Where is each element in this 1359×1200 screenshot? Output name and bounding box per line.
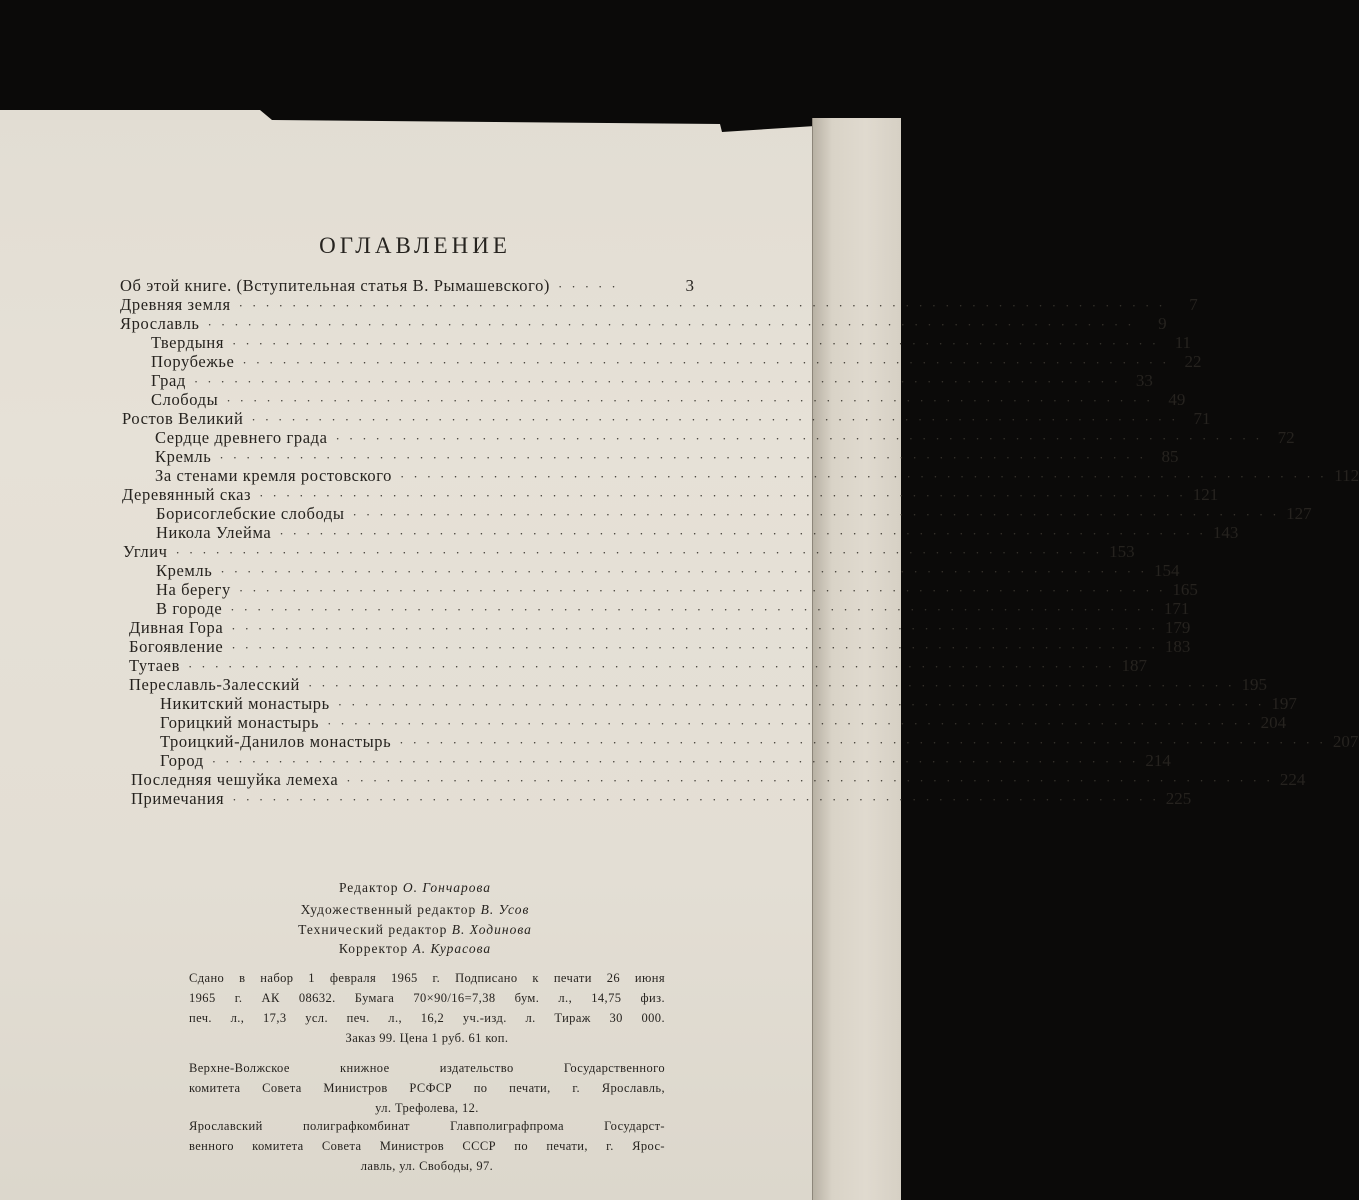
toc-leader-dots: ······································································ bbox=[211, 754, 1145, 769]
toc-entry-title: Горицкий монастырь bbox=[160, 713, 320, 732]
printer-line: лавль, ул. Свободы, 97. bbox=[360, 1159, 494, 1173]
toc-entry-title: Ярославль bbox=[120, 314, 200, 333]
toc-entry-title: За стенами кремля ростовского bbox=[155, 466, 393, 485]
print-info-line: Сдано в набор 1 февраля 1965 г. Подписано к печати 26 июня bbox=[189, 971, 665, 985]
toc-entry-page: 112 bbox=[1334, 466, 1359, 485]
toc-entry-page: 85 bbox=[1161, 447, 1179, 466]
toc-entry-page: 9 bbox=[1158, 314, 1167, 333]
toc-entry-title: Град bbox=[151, 371, 186, 390]
toc-leader-dots: ······································································ bbox=[327, 716, 1261, 731]
toc-entry-page: 183 bbox=[1164, 637, 1191, 656]
toc-leader-dots: ······································································ bbox=[337, 697, 1271, 712]
toc-entry bbox=[160, 694, 1297, 713]
toc-leader-dots: ····· bbox=[558, 279, 625, 294]
toc-entry bbox=[160, 751, 1171, 770]
toc-entry-page: 187 bbox=[1121, 656, 1148, 675]
toc-entry-title: На берегу bbox=[156, 580, 231, 599]
toc-leader-dots: ······································································ bbox=[259, 488, 1193, 503]
toc-entry-page: 165 bbox=[1172, 580, 1198, 599]
toc-leader-dots: ······································································ bbox=[232, 336, 1166, 351]
toc-leader-dots: ······································································ bbox=[251, 412, 1185, 427]
toc-entry bbox=[120, 314, 1167, 333]
toc-entry-page: 179 bbox=[1164, 618, 1191, 637]
toc-entry-title: Деревянный сказ bbox=[122, 485, 252, 504]
toc-entry-page: 195 bbox=[1241, 675, 1268, 694]
toc-entry bbox=[151, 371, 1153, 390]
toc-leader-dots: ······································································ bbox=[231, 621, 1165, 636]
toc-leader-dots: ······································································ bbox=[242, 355, 1176, 370]
toc-leader-dots: ······································································ bbox=[279, 526, 1213, 541]
toc-entry-title: Твердыня bbox=[151, 333, 225, 352]
printer-line: Ярославский полиграфкомбинат Главполиграфпрома Государст- bbox=[189, 1119, 665, 1133]
toc-entry bbox=[123, 542, 1135, 561]
toc-entry-title: Порубежье bbox=[151, 352, 235, 371]
toc-heading: ОГЛАВЛЕНИЕ bbox=[319, 233, 511, 258]
toc-leader-dots: ······································································ bbox=[187, 659, 1122, 674]
toc-leader-dots: ······································································ bbox=[399, 735, 1333, 750]
toc-entry-page: 7 bbox=[1189, 295, 1198, 314]
print-info-line: Заказ 99. Цена 1 руб. 61 коп. bbox=[345, 1031, 509, 1045]
toc-leader-dots: ······································································ bbox=[193, 374, 1127, 389]
toc-entry-page: 153 bbox=[1109, 542, 1135, 561]
toc-entry bbox=[131, 789, 1192, 808]
printer-info bbox=[189, 1116, 665, 1176]
toc-leader-dots: ······································································ bbox=[220, 564, 1154, 579]
toc-leader-dots: ······································································ bbox=[238, 583, 1172, 598]
toc-entry bbox=[120, 276, 694, 295]
toc-entry-page: 33 bbox=[1135, 371, 1153, 390]
proofreader-role: Корректор bbox=[338, 941, 409, 956]
toc-entry-page: 71 bbox=[1193, 409, 1211, 428]
toc-entry-title: Примечания bbox=[131, 789, 225, 808]
toc-entry bbox=[156, 561, 1180, 580]
toc-entry-title: Древняя земля bbox=[120, 295, 231, 314]
toc-entry-page: 154 bbox=[1153, 561, 1180, 580]
tech-editor-name: В. Ходинова bbox=[451, 922, 532, 937]
publisher-line: Верхне-Волжское книжное издательство Государственного bbox=[189, 1061, 665, 1075]
toc-leader-dots: ······································································ bbox=[219, 450, 1153, 465]
toc-entry-page: 72 bbox=[1277, 428, 1295, 447]
toc-entry-title: Переславль-Залесский bbox=[129, 675, 300, 694]
toc-entry-title: Тутаев bbox=[129, 656, 180, 675]
toc-leader-dots: ······································································ bbox=[175, 545, 1109, 560]
toc-entry bbox=[129, 618, 1191, 637]
toc-leader-dots: ······································································ bbox=[346, 773, 1280, 788]
toc-entry bbox=[160, 732, 1359, 751]
toc-leader-dots: ······································································ bbox=[307, 678, 1242, 693]
toc-entry-page: 11 bbox=[1174, 333, 1192, 352]
toc-entry-page: 127 bbox=[1286, 504, 1312, 523]
toc-entry-page: 207 bbox=[1332, 732, 1359, 751]
printer-line: венного комитета Совета Министров СССР по печати, г. Ярос- bbox=[189, 1139, 665, 1153]
toc-entry-title: Сердце древнего града bbox=[155, 428, 328, 447]
toc-entry-page: 49 bbox=[1168, 390, 1186, 409]
toc-entry bbox=[155, 428, 1295, 447]
proofreader-name: А. Курасова bbox=[412, 941, 492, 956]
toc-leader-dots: ······································································ bbox=[400, 469, 1334, 484]
toc-entry bbox=[151, 352, 1202, 371]
toc-entry bbox=[155, 466, 1359, 485]
toc-entry-title: Кремль bbox=[155, 447, 212, 466]
toc-entry bbox=[156, 580, 1198, 599]
publisher-line: ул. Трефолева, 12. bbox=[375, 1101, 479, 1115]
toc-entry-page: 171 bbox=[1163, 599, 1190, 618]
print-info-line: печ. л., 17,3 усл. печ. л., 16,2 уч.-изд. л. Тираж 30 000. bbox=[189, 1011, 665, 1025]
print-info-line: 1965 г. АК 08632. Бумага 70×90/16=7,38 бум. л., 14,75 физ. bbox=[189, 991, 665, 1005]
toc-entry bbox=[155, 447, 1179, 466]
toc-entry bbox=[131, 770, 1306, 789]
toc-entry-title: Слободы bbox=[151, 390, 219, 409]
publisher-line: комитета Совета Министров РСФСР по печати, г. Ярославль, bbox=[189, 1081, 665, 1095]
toc-leader-dots: ······································································ bbox=[352, 507, 1286, 522]
toc-entry-title: Богоявление bbox=[129, 637, 224, 656]
toc-entry bbox=[156, 599, 1190, 618]
toc-entry bbox=[129, 637, 1191, 656]
toc-entry bbox=[160, 713, 1287, 732]
toc-entry-title: Никола Улейма bbox=[156, 523, 272, 542]
toc-entry-page: 22 bbox=[1184, 352, 1202, 371]
toc-entry-title: В городе bbox=[156, 599, 223, 618]
toc-entry bbox=[122, 409, 1211, 428]
tech-editor-credit bbox=[0, 922, 830, 938]
toc-entry bbox=[151, 390, 1186, 409]
toc-entry-page: 143 bbox=[1212, 523, 1239, 542]
art-editor-name: В. Усов bbox=[480, 902, 530, 917]
toc-entry-title: Ростов Великий bbox=[122, 409, 244, 428]
toc-leader-dots: ······································································ bbox=[230, 602, 1164, 617]
toc-entry-page: 3 bbox=[685, 276, 694, 295]
toc-entry bbox=[120, 295, 1198, 314]
editor-role: Редактор bbox=[338, 880, 399, 895]
toc-leader-dots: ······································································ bbox=[207, 317, 1141, 332]
toc-leader-dots: ······································································ bbox=[238, 298, 1172, 313]
toc-entry bbox=[122, 485, 1219, 504]
toc-entry bbox=[129, 656, 1148, 675]
proofreader-credit bbox=[0, 941, 830, 957]
toc-entry bbox=[156, 504, 1312, 523]
editor-credit bbox=[0, 880, 830, 896]
toc-leader-dots: ······································································ bbox=[232, 792, 1166, 807]
toc-entry-page: 204 bbox=[1260, 713, 1287, 732]
publisher-info bbox=[189, 1058, 665, 1118]
toc-entry bbox=[151, 333, 1192, 352]
toc-entry bbox=[156, 523, 1239, 542]
toc-entry-page: 121 bbox=[1192, 485, 1219, 504]
editor-name: О. Гончарова bbox=[402, 880, 492, 895]
toc-entry-title: Троицкий-Данилов монастырь bbox=[160, 732, 392, 751]
toc-entry-title: Город bbox=[160, 751, 204, 770]
art-editor-credit bbox=[0, 902, 830, 918]
toc-entry-title: Кремль bbox=[156, 561, 213, 580]
toc-leader-dots: ······································································ bbox=[335, 431, 1269, 446]
toc-entry-page: 214 bbox=[1145, 751, 1171, 770]
art-editor-role: Художественный редактор bbox=[300, 902, 477, 917]
toc-entry-title: Дивная Гора bbox=[129, 618, 224, 637]
toc-entry-page: 224 bbox=[1279, 770, 1306, 789]
toc-entry-title: Никитский монастырь bbox=[160, 694, 330, 713]
toc-leader-dots: ······································································ bbox=[226, 393, 1160, 408]
toc-entry-title: Углич bbox=[123, 542, 168, 561]
toc-entry bbox=[129, 675, 1268, 694]
toc-entry-page: 225 bbox=[1165, 789, 1192, 808]
toc-entry-page: 197 bbox=[1271, 694, 1297, 713]
toc-entry-title: Борисоглебские слободы bbox=[156, 504, 345, 523]
tech-editor-role: Технический редактор bbox=[298, 922, 448, 937]
toc-entry-title: Последняя чешуйка лемеха bbox=[131, 770, 339, 789]
toc-leader-dots: ······································································ bbox=[231, 640, 1165, 655]
toc-entry-title: Об этой книге. (Вступительная статья В. Рымашевского) bbox=[120, 276, 551, 295]
print-info bbox=[189, 968, 665, 1048]
